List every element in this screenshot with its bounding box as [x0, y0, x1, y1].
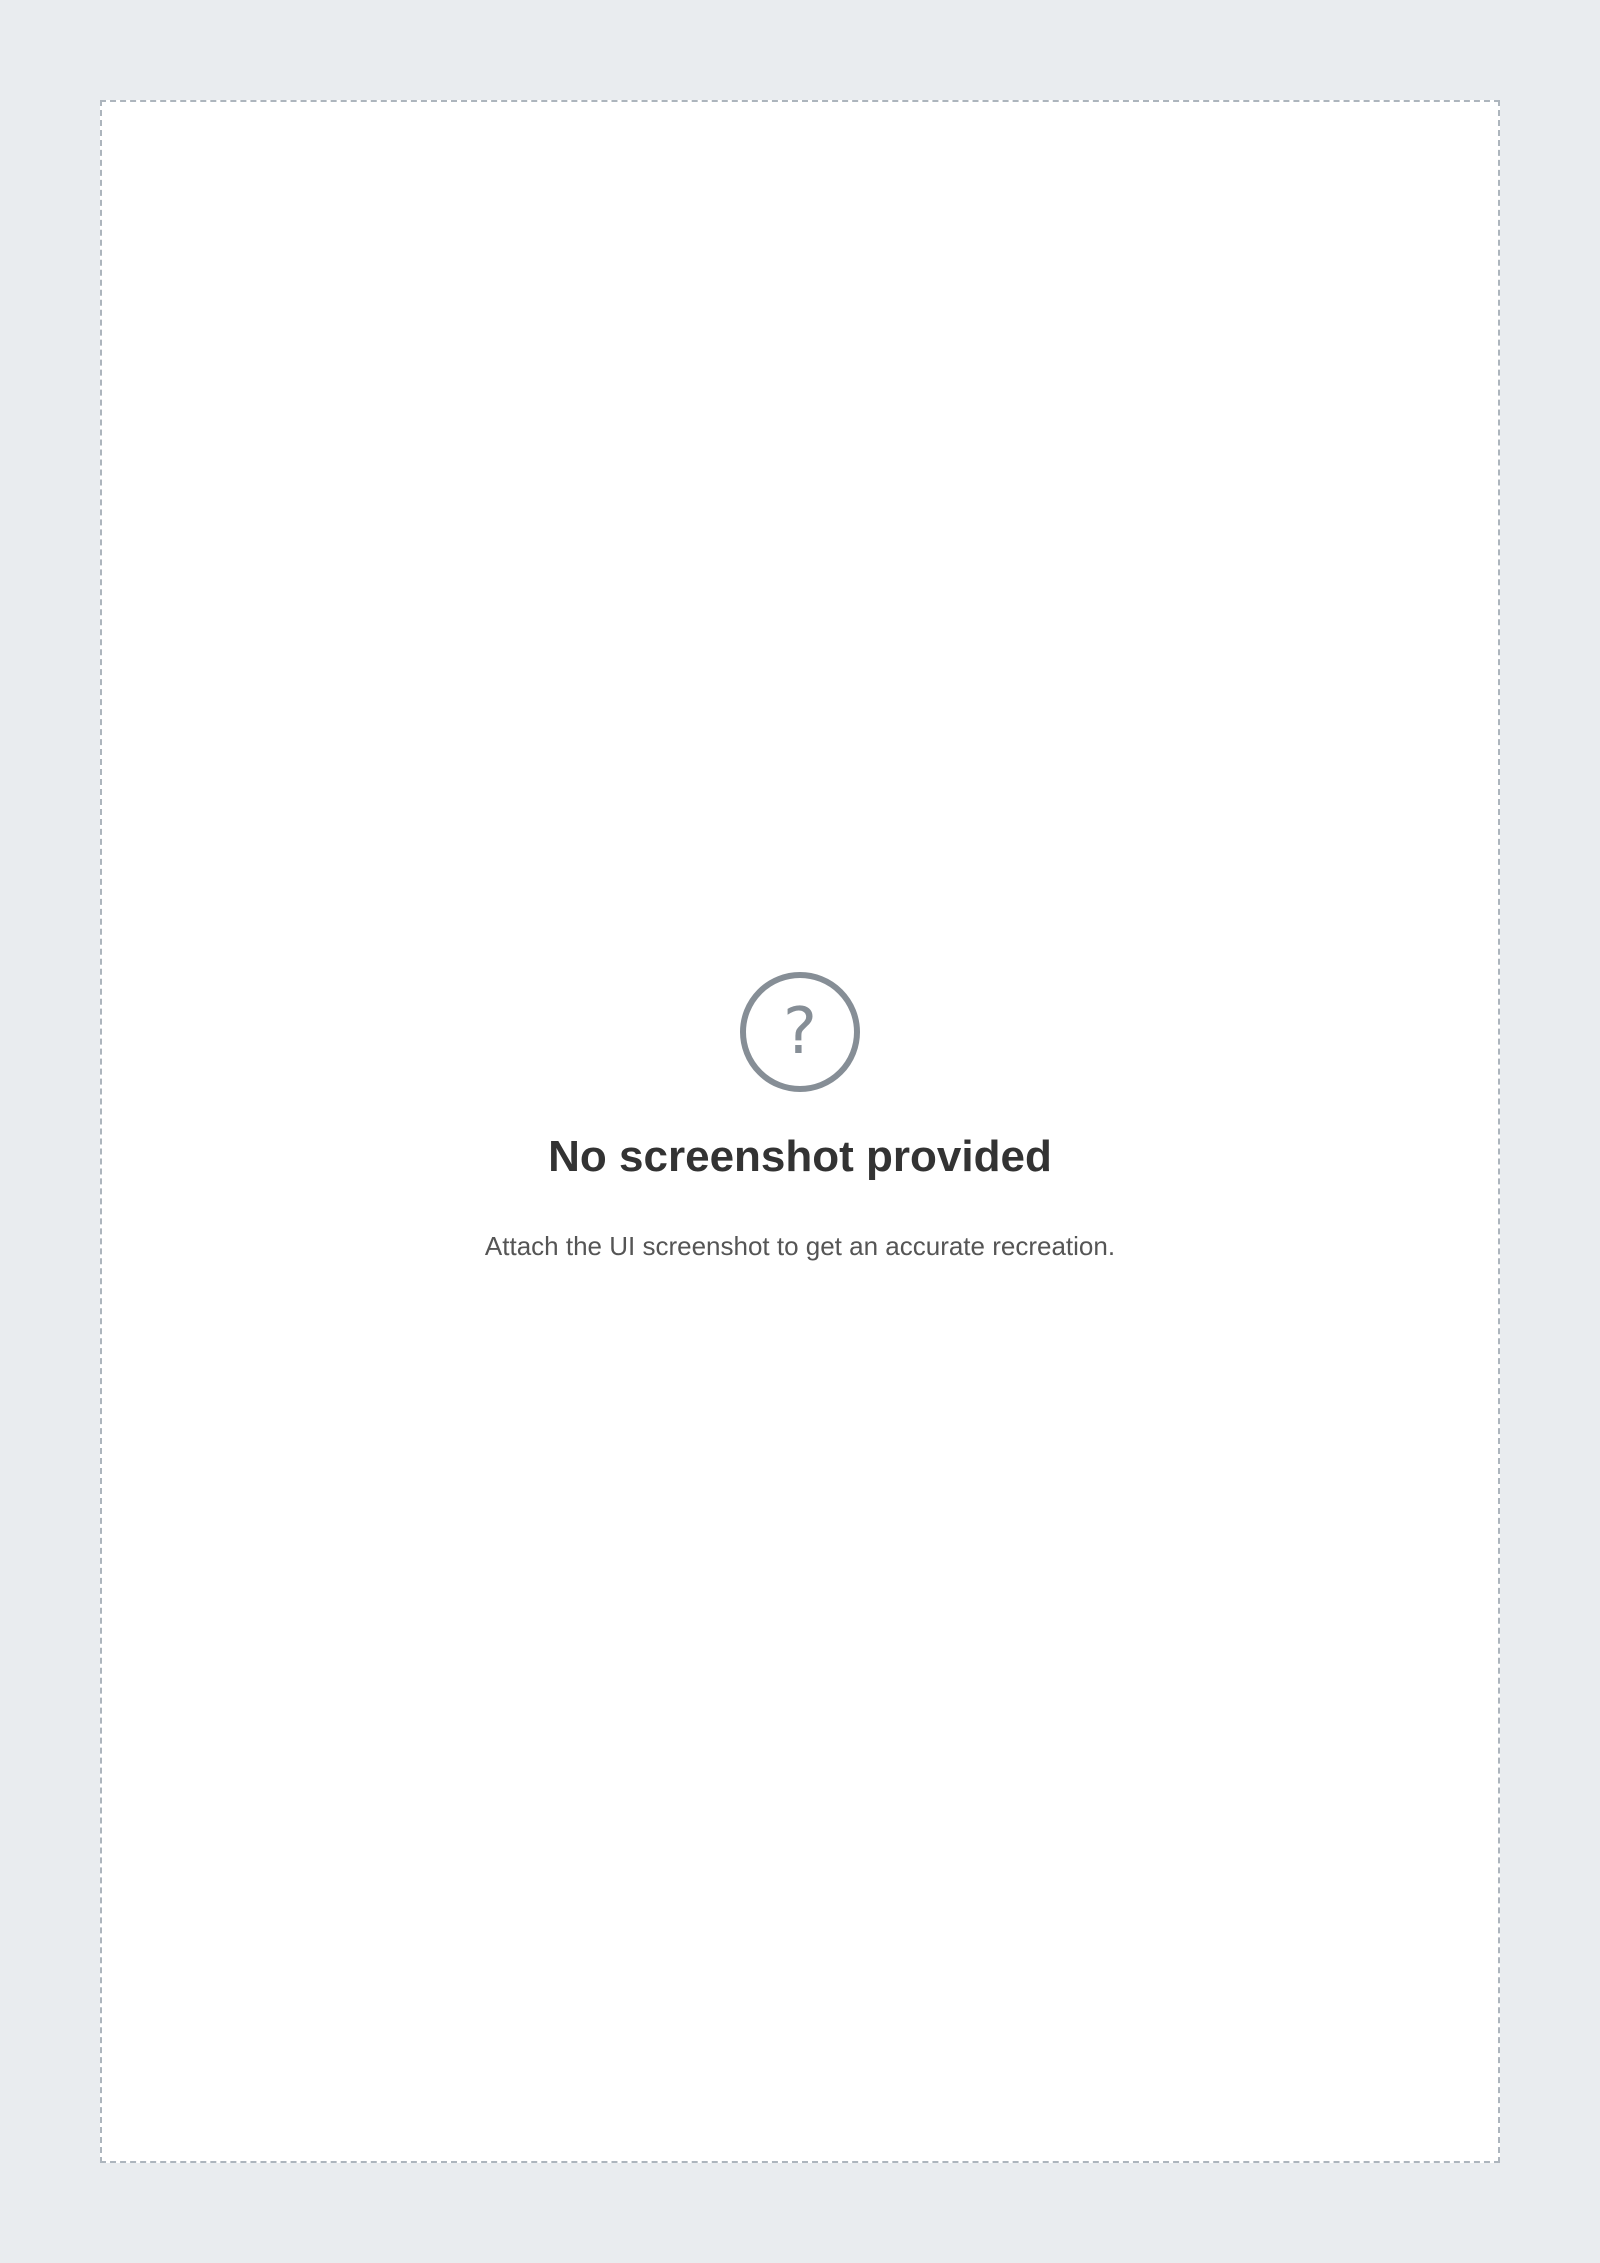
- placeholder-message: Attach the UI screenshot to get an accurate recreation.: [484, 1231, 1116, 1262]
- placeholder-title: No screenshot provided: [548, 1132, 1052, 1182]
- placeholder-page: [100, 100, 1500, 2163]
- image-missing-icon: ?: [740, 972, 860, 1092]
